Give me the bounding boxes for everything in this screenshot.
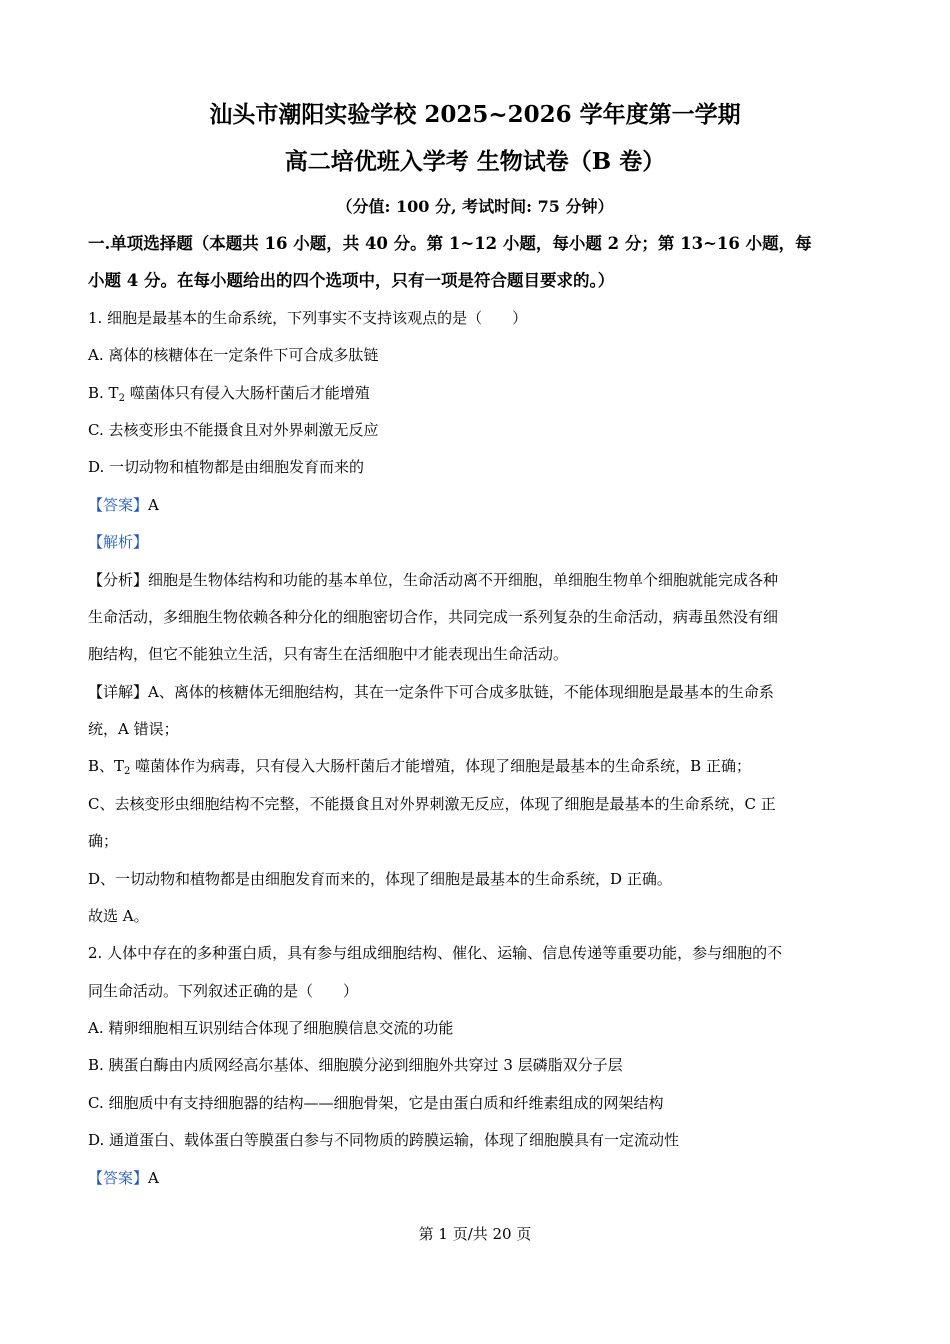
q1-stem: 1. 细胞是最基本的生命系统，下列事实不支持该观点的是（ ）: [88, 309, 528, 327]
q1-option-a: A. 离体的核糖体在一定条件下可合成多肽链: [88, 346, 379, 364]
q1-xiangjie-line-4: C、去核变形虫细胞结构不完整，不能摄食且对外界刺激无反应，体现了细胞是最基本的生命系统，C 正: [88, 795, 776, 813]
q1-xiangjie-line-6: D、一切动物和植物都是由细胞发育而来的，体现了细胞是最基本的生命系统，D 正确。: [88, 870, 672, 888]
q2-option-a: A. 精卵细胞相互识别结合体现了细胞膜信息交流的功能: [88, 1019, 454, 1037]
q1-option-b-post: 噬菌体只有侵入大肠杆菌后才能增殖: [124, 384, 370, 402]
q2-option-c: C. 细胞质中有支持细胞器的结构——细胞骨架，它是由蛋白质和纤维素组成的网架结构: [88, 1094, 664, 1112]
q1-option-d: D. 一切动物和植物都是由细胞发育而来的: [88, 458, 365, 476]
q1-xiangjie-line-2: 统，A 错误；: [88, 720, 179, 738]
q1-xiangjie-line-5: 确；: [88, 832, 119, 850]
q1-answer-tag: 【答案】: [88, 496, 149, 514]
q1-xiangjie-3-sub: 2: [124, 766, 131, 777]
q1-analysis-heading: [88, 532, 148, 552]
q1-option-b: [88, 383, 370, 403]
q1-option-b-sub: 2: [118, 393, 125, 404]
q1-xiangjie-tag: 【详解】: [88, 683, 149, 701]
page-number-footer: 第 1 页/共 20 页: [418, 1225, 532, 1243]
q1-xiangjie-line-3: [88, 756, 751, 776]
q2-answer-tag: 【答案】: [88, 1169, 149, 1187]
section-heading-line-2: 小题 4 分。在每小题给出的四个选项中，只有一项是符合题目要求的。）: [88, 271, 615, 290]
q2-answer: [88, 1168, 159, 1188]
exam-title: 高二培优班入学考 生物试卷（B 卷）: [284, 148, 666, 175]
q1-fenxi-line-2: 生命活动，多细胞生物依赖各种分化的细胞密切合作，共同完成一系列复杂的生命活动，病毒虽然没有细: [88, 608, 779, 626]
q1-xiangjie-3-pre: B、T: [88, 757, 125, 775]
section-heading-line-1: 一.单项选择题（本题共 16 小题，共 40 分。第 1~12 小题，每小题 2 分；第 13~16 小题，每: [88, 234, 812, 253]
q1-xiangjie-text-1: A、离体的核糖体无细胞结构，其在一定条件下可合成多肽链，不能体现细胞是最基本的生命系: [148, 683, 774, 701]
q2-answer-value: A: [148, 1169, 159, 1187]
q1-answer: [88, 495, 159, 515]
q1-fenxi-text-1: 细胞是生物体结构和功能的基本单位，生命活动离不开细胞，单细胞生物单个细胞就能完成各种: [148, 571, 779, 589]
q1-option-b-pre: B. T: [88, 384, 119, 402]
q2-stem-line-1: 2. 人体中存在的多种蛋白质，具有参与组成细胞结构、催化、运输、信息传递等重要功能，参与细胞的不: [88, 944, 783, 962]
q1-xiangjie-3-post: 噬菌体作为病毒，只有侵入大肠杆菌后才能增殖，体现了细胞是最基本的生命系统，B 正确；: [130, 757, 751, 775]
school-title: 汕头市潮阳实验学校 2025~2026 学年度第一学期: [209, 101, 741, 128]
q1-conclusion: 故选 A。: [88, 907, 149, 925]
q1-option-c: C. 去核变形虫不能摄食且对外界刺激无反应: [88, 421, 379, 439]
q1-fenxi-line-3: 胞结构，但它不能独立生活，只有寄生在活细胞中才能表现出生命活动。: [88, 645, 569, 663]
q1-xiangjie-line-1: [88, 682, 774, 702]
q1-fenxi-tag: 【分析】: [88, 571, 149, 589]
q1-answer-value: A: [148, 496, 159, 514]
q2-option-b: B. 胰蛋白酶由内质网经高尔基体、细胞膜分泌到细胞外共穿过 3 层磷脂双分子层: [88, 1056, 623, 1074]
q1-analysis-tag: 【解析】: [88, 533, 149, 551]
q2-stem-line-2: 同生命活动。下列叙述正确的是（ ）: [88, 982, 359, 1000]
q1-fenxi-line-1: [88, 570, 778, 590]
score-time-info: （分值: 100 分, 考试时间: 75 分钟）: [336, 197, 614, 216]
q2-option-d: D. 通道蛋白、载体蛋白等膜蛋白参与不同物质的跨膜运输，体现了细胞膜具有一定流动性: [88, 1131, 680, 1149]
